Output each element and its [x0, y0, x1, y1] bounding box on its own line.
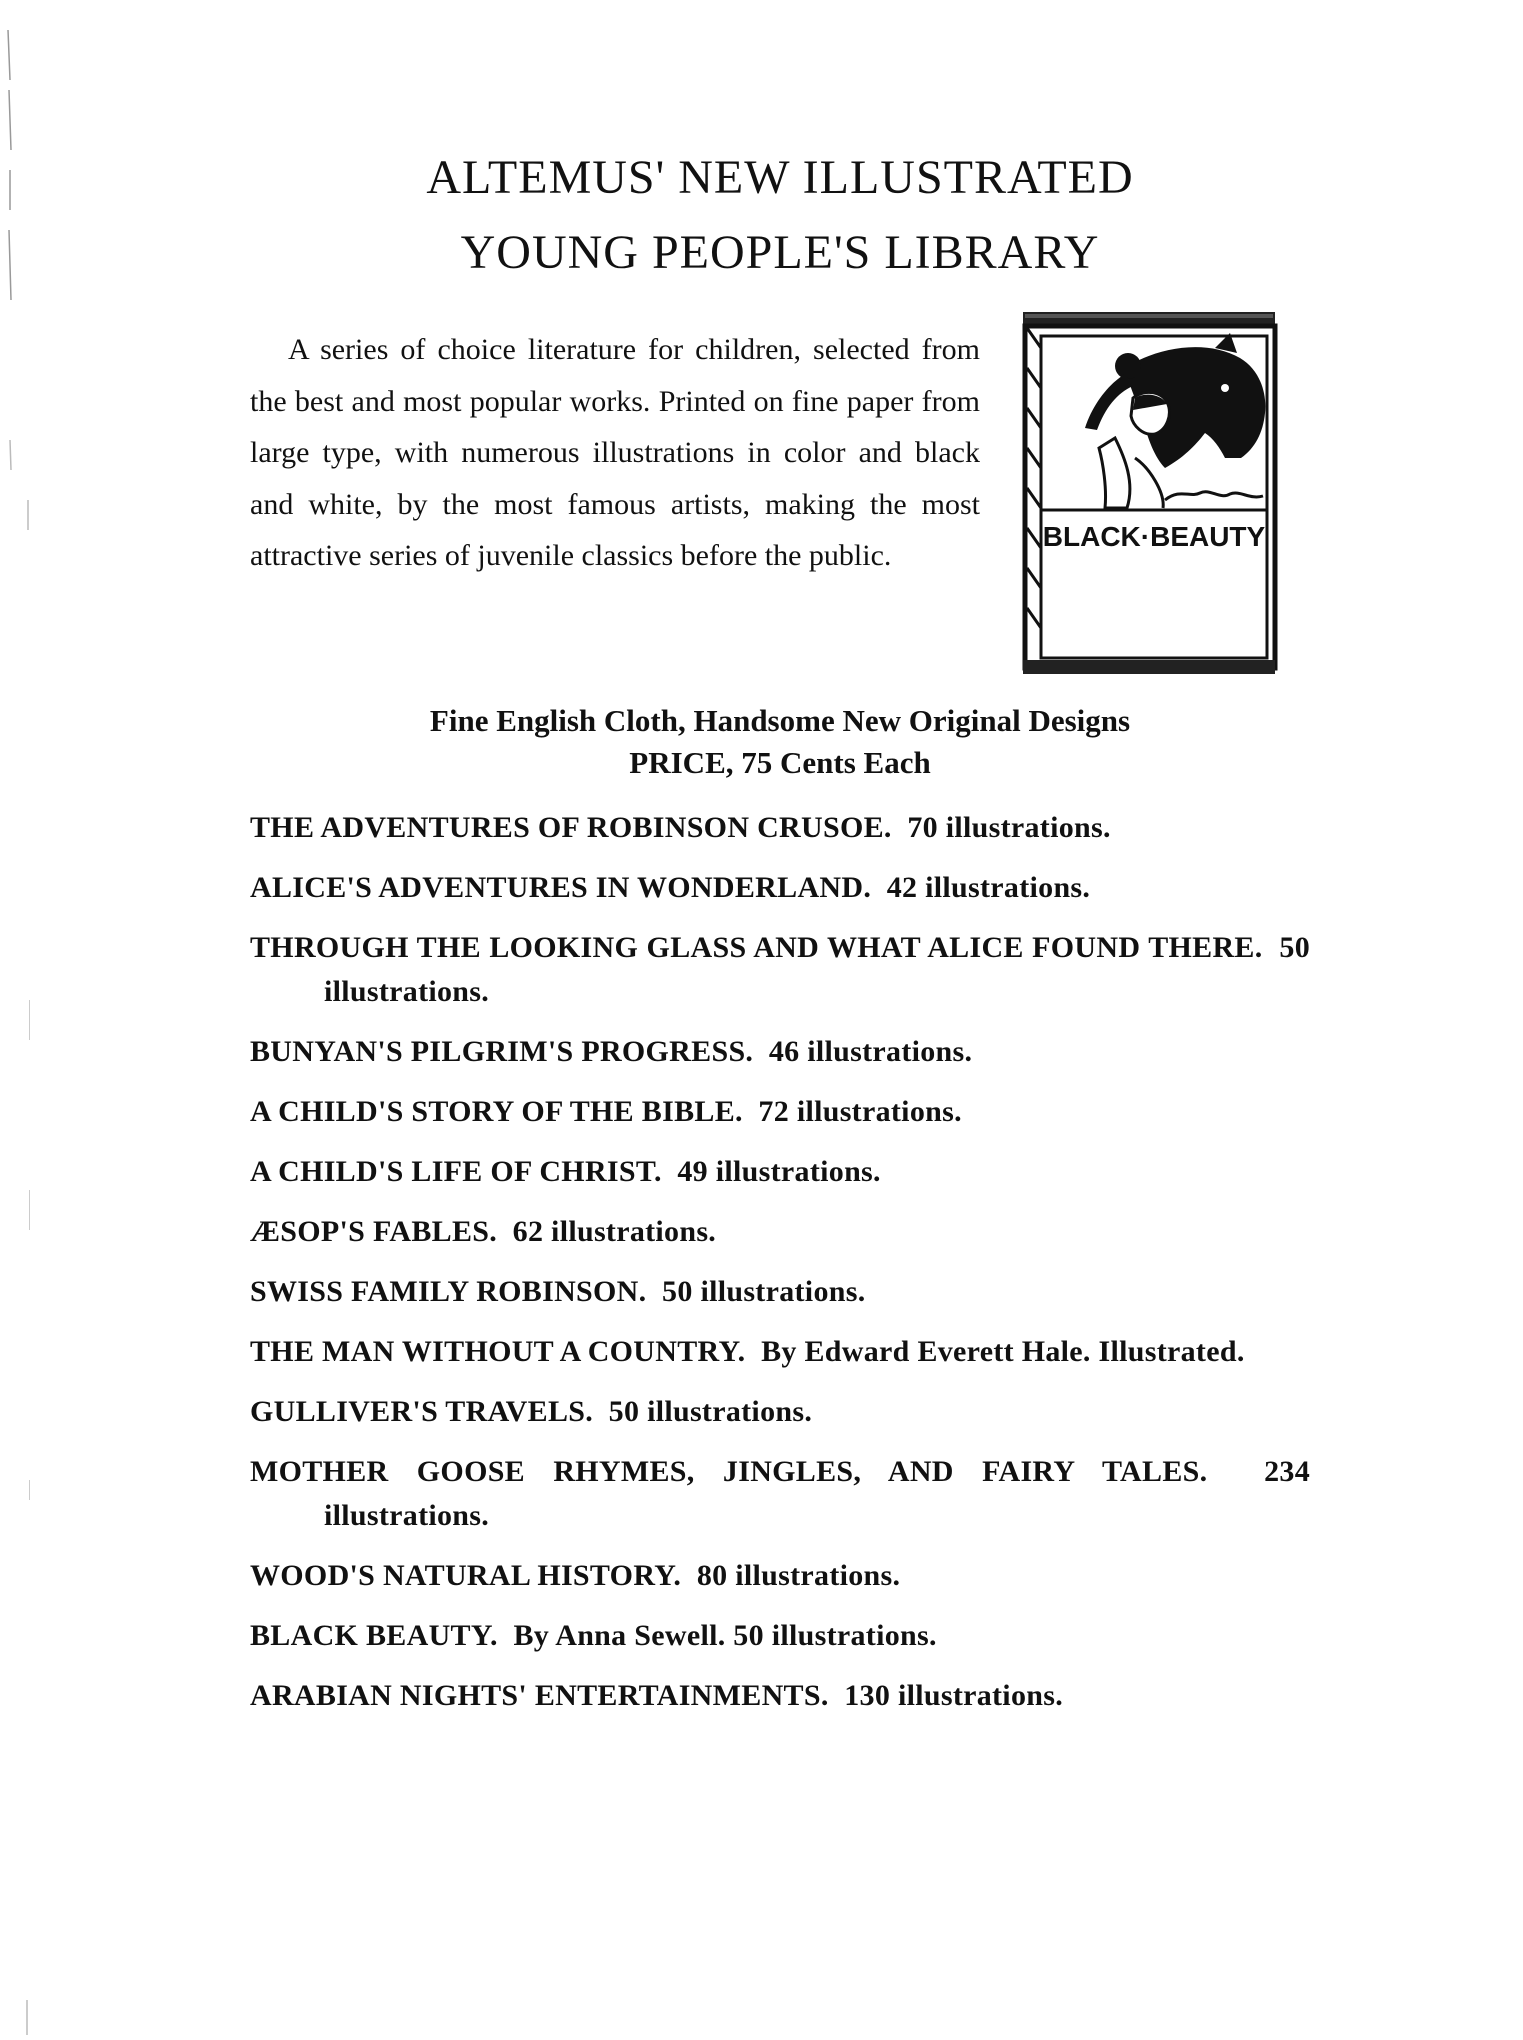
entry-title: A CHILD'S LIFE OF CHRIST.	[250, 1155, 662, 1188]
entry-title: THE ADVENTURES OF ROBINSON CRUSOE.	[250, 811, 892, 844]
entry-note: 49 illustrations.	[677, 1155, 881, 1188]
title-entry	[250, 1330, 1310, 1374]
entry-title: A CHILD'S STORY OF THE BIBLE.	[250, 1095, 743, 1128]
entry-note: By Anna Sewell. 50 illustrations.	[513, 1619, 937, 1652]
entry-title: BUNYAN'S PILGRIM'S PROGRESS.	[250, 1035, 754, 1068]
entry-note: 62 illustrations.	[512, 1215, 717, 1248]
title-entry	[250, 1270, 1310, 1314]
entry-title: MOTHER GOOSE RHYMES, JINGLES, AND FAIRY TALES.	[250, 1455, 1208, 1488]
title-entry	[250, 1210, 1310, 1254]
header-title-line-2: YOUNG PEOPLE'S LIBRARY	[460, 226, 1100, 279]
entry-note: 42 illustrations.	[886, 871, 1091, 904]
title-list	[250, 806, 1310, 1734]
title-entry	[250, 926, 1310, 1014]
entry-note: 46 illustrations.	[768, 1035, 973, 1068]
book-cover-label: BLACK·BEAUTY	[1042, 521, 1266, 552]
title-entry	[250, 1030, 1310, 1074]
entry-note: 234 illustrations.	[324, 1455, 1310, 1532]
entry-title: THROUGH THE LOOKING GLASS AND WHAT ALICE FOUND THERE.	[250, 931, 1263, 964]
binding-description: Fine English Cloth, Handsome New Original Designs	[429, 703, 1131, 738]
entry-note: 130 illustrations.	[844, 1679, 1064, 1712]
title-entry	[250, 1150, 1310, 1194]
entry-title: SWISS FAMILY ROBINSON.	[250, 1275, 647, 1308]
title-entry	[250, 1450, 1310, 1538]
black-beauty-cover-illustration	[1015, 308, 1283, 678]
header-title-line-1: ALTEMUS' NEW ILLUSTRATED	[426, 151, 1134, 204]
entry-title: WOOD'S NATURAL HISTORY.	[250, 1559, 682, 1592]
title-entry	[250, 1390, 1310, 1434]
title-entry	[250, 806, 1310, 850]
title-entry	[250, 1554, 1310, 1598]
entry-title: ARABIAN NIGHTS' ENTERTAINMENTS.	[250, 1679, 829, 1712]
entry-note: 80 illustrations.	[696, 1559, 901, 1592]
entry-note: 50 illustrations.	[324, 931, 1310, 1008]
entry-title: THE MAN WITHOUT A COUNTRY.	[250, 1335, 746, 1368]
title-entry	[250, 1090, 1310, 1134]
title-entry	[250, 866, 1310, 910]
title-entry	[250, 1614, 1310, 1658]
scan-edge-marks	[0, 0, 30, 2040]
entry-note: By Edward Everett Hale. Illustrated.	[761, 1335, 1245, 1368]
entry-title: GULLIVER'S TRAVELS.	[250, 1395, 594, 1428]
intro-paragraph: A series of choice literature for children, selected from the best and most popular works. Printed on fine paper from large type, with numerous illustrations in color and black and white, by the most famous artists, making the most attractive series of juvenile classics before the public.	[250, 333, 980, 572]
entry-title: BLACK BEAUTY.	[250, 1619, 498, 1652]
entry-note: 50 illustrations.	[662, 1275, 866, 1308]
title-entry	[250, 1674, 1310, 1718]
entry-note: 70 illustrations.	[907, 811, 1111, 844]
entry-title: ALICE'S ADVENTURES IN WONDERLAND.	[250, 871, 872, 904]
price-line: PRICE, 75 Cents Each	[629, 745, 931, 780]
entry-note: 72 illustrations.	[758, 1095, 962, 1128]
entry-note: 50 illustrations.	[608, 1395, 813, 1428]
entry-title: ÆSOP'S FABLES.	[250, 1215, 498, 1248]
